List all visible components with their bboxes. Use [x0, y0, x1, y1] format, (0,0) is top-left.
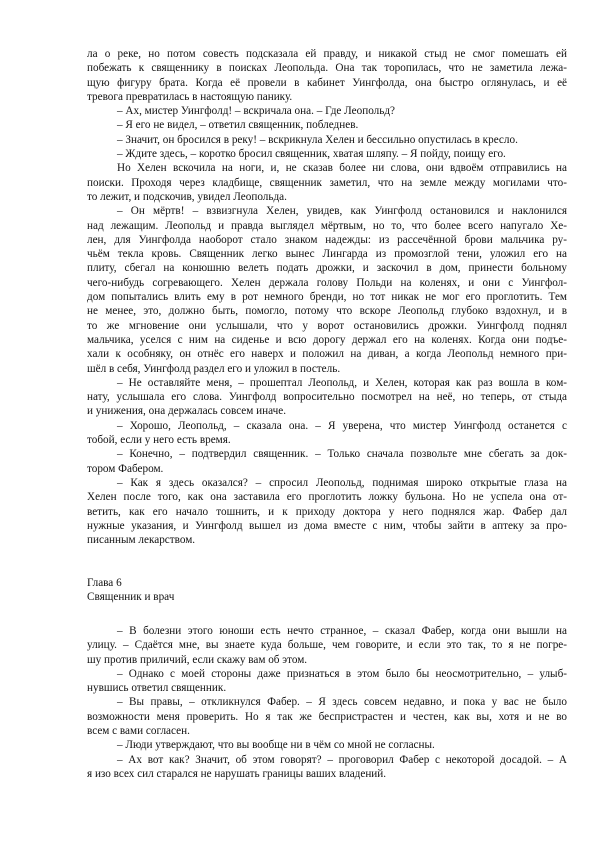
- text-line: тревога превратилась в настоящую панику.: [87, 90, 293, 103]
- chapter-heading: [87, 576, 567, 605]
- text-line: – Ждите здесь, – коротко бросил священник, хватая шляпу. – Я пойду, поищу его.: [117, 148, 506, 161]
- text-line: мальчика, уселся с ним на сиденье и всю дорогу держал его на коленях. Когда они подъе-: [87, 333, 567, 346]
- text-line: чьём текла кровь. Священник легко вынес Лингарда из промозглой тени, уложил его на: [87, 248, 567, 261]
- text-line: не менее, это, должно быть, помогло, потому что вскоре Леопольд глубоко вздохнул, и в: [87, 305, 567, 318]
- text-line: побежать к священнику в поисках Леопольда. Она так торопилась, что не заметила лежа-: [87, 62, 567, 75]
- text-line: – Ах, мистер Уингфолд! – вскричала она. – Где Леопольд?: [117, 105, 396, 118]
- text-line: нувшись ответил священник.: [87, 682, 227, 695]
- text-line: то же мгновение они услышали, что у ворот остановились дрожки. Уингфолд поднял: [87, 319, 567, 332]
- text-line: над лежащим. Леопольд и правда выглядел мёртвым, но то, что более всего напугало Хе-: [87, 219, 567, 232]
- text-line: – В болезни этого юноши есть нечто странное, – сказал Фабер, когда они вышли на: [117, 625, 567, 637]
- text-line: хали к особняку, он отнёс его наверх и положил на диван, а когда Леопольд немного при-: [87, 348, 567, 361]
- text-line: и унижения, она держалась совсем иначе.: [87, 405, 287, 418]
- text-line: чего-нибудь согревающего. Хелен держала голову Польди на коленях, и они с Уингфол-: [87, 276, 567, 289]
- text-line: то лежит, и подскочив, увидел Леопольда.: [87, 190, 287, 203]
- chapter-number: Глава 6: [87, 577, 122, 589]
- text-line: нату, услышала его слова. Уингфолд вопросительно посмотрел на неё, но теперь, от стыда: [87, 391, 567, 404]
- text-line: улицу. – Сдаётся мне, вы знаете куда больше, чем говорите, и если это так, то я не погре-: [87, 639, 567, 652]
- text-line: – Вы правы, – откликнулся Фабер. – Я здесь совсем недавно, и пока у вас не было: [117, 696, 567, 709]
- text-line: – Значит, он бросился в реку! – вскрикнула Хелен и бессильно опустилась в кресло.: [117, 133, 518, 146]
- text-line: – Ах вот как? Значит, об этом говорят? – проговорил Фабер с некоторой досадой. – А: [117, 753, 567, 766]
- text-line: – Не оставляйте меня, – прошептал Леопольд, и Хелен, которая как раз вошла в ком-: [117, 376, 567, 389]
- text-line: писанным лекарством.: [87, 534, 196, 547]
- text-line: плиту, сбегал на конюшню велеть подать дрожки, и заскочил в дом, принести больному: [87, 262, 567, 275]
- text-line: ветить, как его начало тошнить, и к приходу доктора у него поднялся жар. Фабер дал: [87, 505, 567, 518]
- text-line: возможности меня проверить. Но я так же беспристрастен и честен, как вы, хотя и не во: [87, 710, 567, 723]
- text-section-chapter-6: [87, 624, 567, 781]
- text-section-chapter-5-end: [87, 47, 567, 547]
- chapter-title: Священник и врач: [87, 591, 175, 604]
- text-line: – Однако с моей стороны даже признаться в этом было бы неосмотрительно, – улыб-: [117, 667, 567, 680]
- text-line: – Я его не видел, – ответил священник, побледнев.: [117, 119, 359, 132]
- text-line: – Хорошо, Леопольд, – сказала она. – Я уверена, что мистер Уингфолд останется с: [117, 419, 567, 432]
- text-line: я изо всех сил старался не нарушать границы ваших владений.: [87, 767, 387, 780]
- text-line: – Как я здесь оказался? – спросил Леопольд, поднимая широко открытые глаза на: [117, 476, 567, 489]
- text-line: Но Хелен вскочила на ноги, и, не сказав более ни слова, они вдвоём отправились на: [117, 162, 567, 175]
- text-line: дом попытались влить ему в рот немного бренди, но тот никак не мог его проглотить. Тем: [87, 291, 567, 304]
- text-line: шу против приличий, если скажу вам об этом.: [87, 653, 308, 666]
- text-line: нужные указания, и Уингфолд вышел из дома вместе с ним, чтобы зайти в аптеку за про-: [87, 519, 567, 532]
- text-line: тобой, если у него есть время.: [87, 434, 231, 447]
- text-line: поиски. Проходя через кладбище, священник заметил, что на земле между могилами что-: [87, 176, 567, 189]
- text-line: щую фигуру брата. Когда её провели в кабинет Уингфолда, она быстро оглянулась, и её: [87, 76, 567, 89]
- text-line: – Он мёртв! – взвизгнула Хелен, увидев, как Уингфолд остановился и наклонился: [117, 205, 567, 218]
- text-line: тором Фабером.: [87, 462, 164, 475]
- text-line: – Конечно, – подтвердил священник. – Только сначала позвольте мне сбегать за док-: [117, 448, 567, 461]
- text-line: ла о реке, но потом совесть подсказала ей правду, и никакой стыд не смог помешать ей: [87, 48, 567, 60]
- text-line: – Люди утверждают, что вы вообще ни в чём со мной не согласны.: [117, 739, 435, 752]
- text-line: шёл в себя, Уингфолд раздел его и уложил в постель.: [87, 362, 341, 375]
- text-line: Хелен после того, как она заставила его проглотить ложку бульона. Но не успела она от-: [87, 491, 567, 504]
- text-line: лен, для Уингфолда наоборот стало знаком надежды: из рассечённой брови мальчика ру-: [87, 233, 567, 246]
- text-line: всем с вами согласен.: [87, 725, 190, 738]
